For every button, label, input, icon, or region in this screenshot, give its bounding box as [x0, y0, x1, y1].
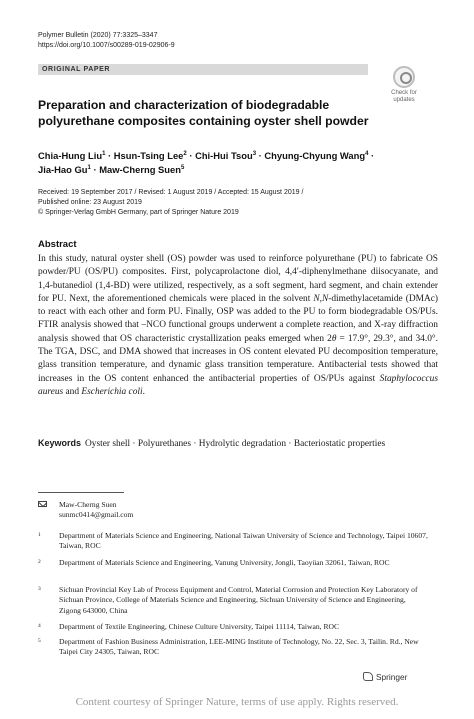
author-name[interactable]: Maw-Cherng Suen — [99, 164, 181, 176]
abstract-italic: Staphylococcus aureus — [38, 373, 438, 397]
affiliation-number: 4 — [38, 623, 41, 629]
check-for-updates-line2: updates — [393, 96, 415, 103]
abstract-italic: Escherichia coli — [81, 386, 143, 397]
journal-citation: Polymer Bulletin (2020) 77:3325–3347 — [38, 32, 158, 39]
abstract-italic: N,N — [313, 293, 329, 304]
author-list: Chia-Hung Liu$^1$ · Hsun-Tsing Lee$^2$ · Chi-Hui Tsou$^3$ · Chyung-Chyung Wang$^4$ · Jia-Hao $Gu^1$ · Maw-Cherng Suen$^5$ — [38, 150, 375, 176]
affiliation-text: Department of Fashion Business Administration, LEE-MING Institute of Technology, No. 22, Sec. 3, Tailin. Rd., New Taipei City 24305, Taiwan, ROC — [59, 637, 419, 657]
corresponding-email[interactable]: sunmc0414@gmail.com — [59, 510, 134, 519]
abstract-text: . — [142, 386, 145, 397]
abstract-heading: Abstract — [38, 239, 77, 250]
journal-info — [38, 31, 175, 50]
check-for-updates-line1: Check for — [391, 90, 417, 96]
abstract-text: = 17.9°, 29.3°, and 34.0°. The TGA, DSC, and DMA showed that increases in OS content elevated PU decomposition temperature, glass transition temperature, and dynamic glass transition temperature. Antibacterial tests showed that increases in the OS content enhanced the antibacterial properties of OS/PUs against — [38, 333, 438, 384]
springer-label: Springer — [376, 672, 408, 682]
affiliation-number: 2 — [38, 559, 41, 565]
author-affil-sup: 1 — [102, 151, 106, 157]
abstract-text: In this study, natural oyster shell (OS) powder was used to reinforce polyurethane (PU) to fabricate OS powder/PU (OS/PU) composites. First, polycaprolactone diol, 4,4′-diphenylmethane diisocyanate, and 1,4-butanediol (1,4-BD) were utilized, respectively, as a soft segment, hard segment, and chain extender for PU. Next, the aforementioned chemicals were placed in the solvent — [38, 254, 438, 304]
author-affil-sup: 2 — [183, 151, 187, 157]
affiliation-number: 1 — [38, 532, 41, 538]
affiliation-text: Sichuan Provincial Key Lab of Process Equipment and Control, Material Corrosion and Protection Key Laboratory of Sichuan Province, College of Materials Science and Engineering, Sichuan University of Science and Engineering, Zigong 643000, China — [59, 585, 418, 615]
doi-link[interactable]: https://doi.org/10.1007/s00289-019-02906-9 — [38, 41, 175, 49]
author-name[interactable]: Chia-Hung Liu — [38, 150, 103, 162]
author-affil-sup: 5 — [180, 165, 185, 172]
author-affil-sup: 4 — [365, 151, 369, 157]
abstract-text: -dimethylacetamide (DMAc) to react with each other and form PU. Finally, OSP was added to the PU to form biodegradable OS/PUs. FTIR analysis showed that –NCO functional groups underwent a complete reaction, and X-ray diffraction analysis showed that OS characteristic crystallization peaks emerged when 2 — [38, 293, 439, 344]
author-name[interactable]: Hsun-Tsing Lee — [113, 150, 184, 162]
keywords-text: Oyster shell · Polyurethanes · Hydrolytic degradation · Bacteriostatic properties — [85, 439, 386, 449]
springer-logo — [363, 672, 407, 682]
author-affil-sup: 3 — [252, 151, 257, 157]
author-affil-sup: 1 — [87, 165, 91, 172]
affiliation-text: Department of Materials Science and Engineering, National Taiwan University of Science and Technology, Taipei 10607, Taiwan, ROC — [59, 531, 428, 551]
published-online: Published online: 23 August 2019 — [38, 199, 142, 206]
article-type-badge — [38, 64, 368, 75]
article-type-label: ORIGINAL PAPER — [42, 66, 111, 73]
author-name[interactable]: Chi-Hui Tsou — [195, 150, 253, 162]
author-name[interactable]: Jia-Hao Gu — [38, 164, 88, 176]
keywords-heading: Keywords — [38, 438, 82, 448]
check-for-updates-icon — [393, 66, 415, 88]
corresponding-name: Maw-Cherng Suen — [59, 500, 117, 509]
publication-dates — [38, 188, 438, 218]
affiliation-number: 3 — [38, 586, 41, 592]
received-revised-accepted: Received: 19 September 2017 / Revised: 1 August 2019 / Accepted: 15 August 2019 / — [38, 189, 304, 196]
abstract-text: and — [63, 386, 82, 397]
courtesy-footer: Content courtesy of Springer Nature, terms of use apply. Rights reserved. — [75, 696, 399, 708]
author-name[interactable]: Chyung-Chyung Wang — [264, 150, 366, 162]
copyright-line: © Springer-Verlag GmbH Germany, part of Springer Nature 2019 — [38, 209, 239, 216]
keywords-section — [38, 437, 438, 451]
affiliation-text: Department of Textile Engineering, Chinese Culture University, Taipei 11114, Taiwan, ROC — [59, 622, 340, 631]
affiliation-text: Department of Materials Science and Engineering, Vanung University, Jongli, Taoyüan 32061, Taiwan, ROC — [59, 558, 390, 567]
springer-horse-icon — [363, 672, 373, 681]
footnote-divider — [38, 492, 124, 493]
affiliation-number: 5 — [38, 638, 41, 644]
article-title: Preparation and characterization of biodegradable polyurethane composites containing oyster shell powder — [38, 98, 369, 128]
abstract-body — [38, 253, 438, 399]
envelope-icon — [38, 501, 47, 507]
abstract-italic: θ — [331, 333, 337, 344]
